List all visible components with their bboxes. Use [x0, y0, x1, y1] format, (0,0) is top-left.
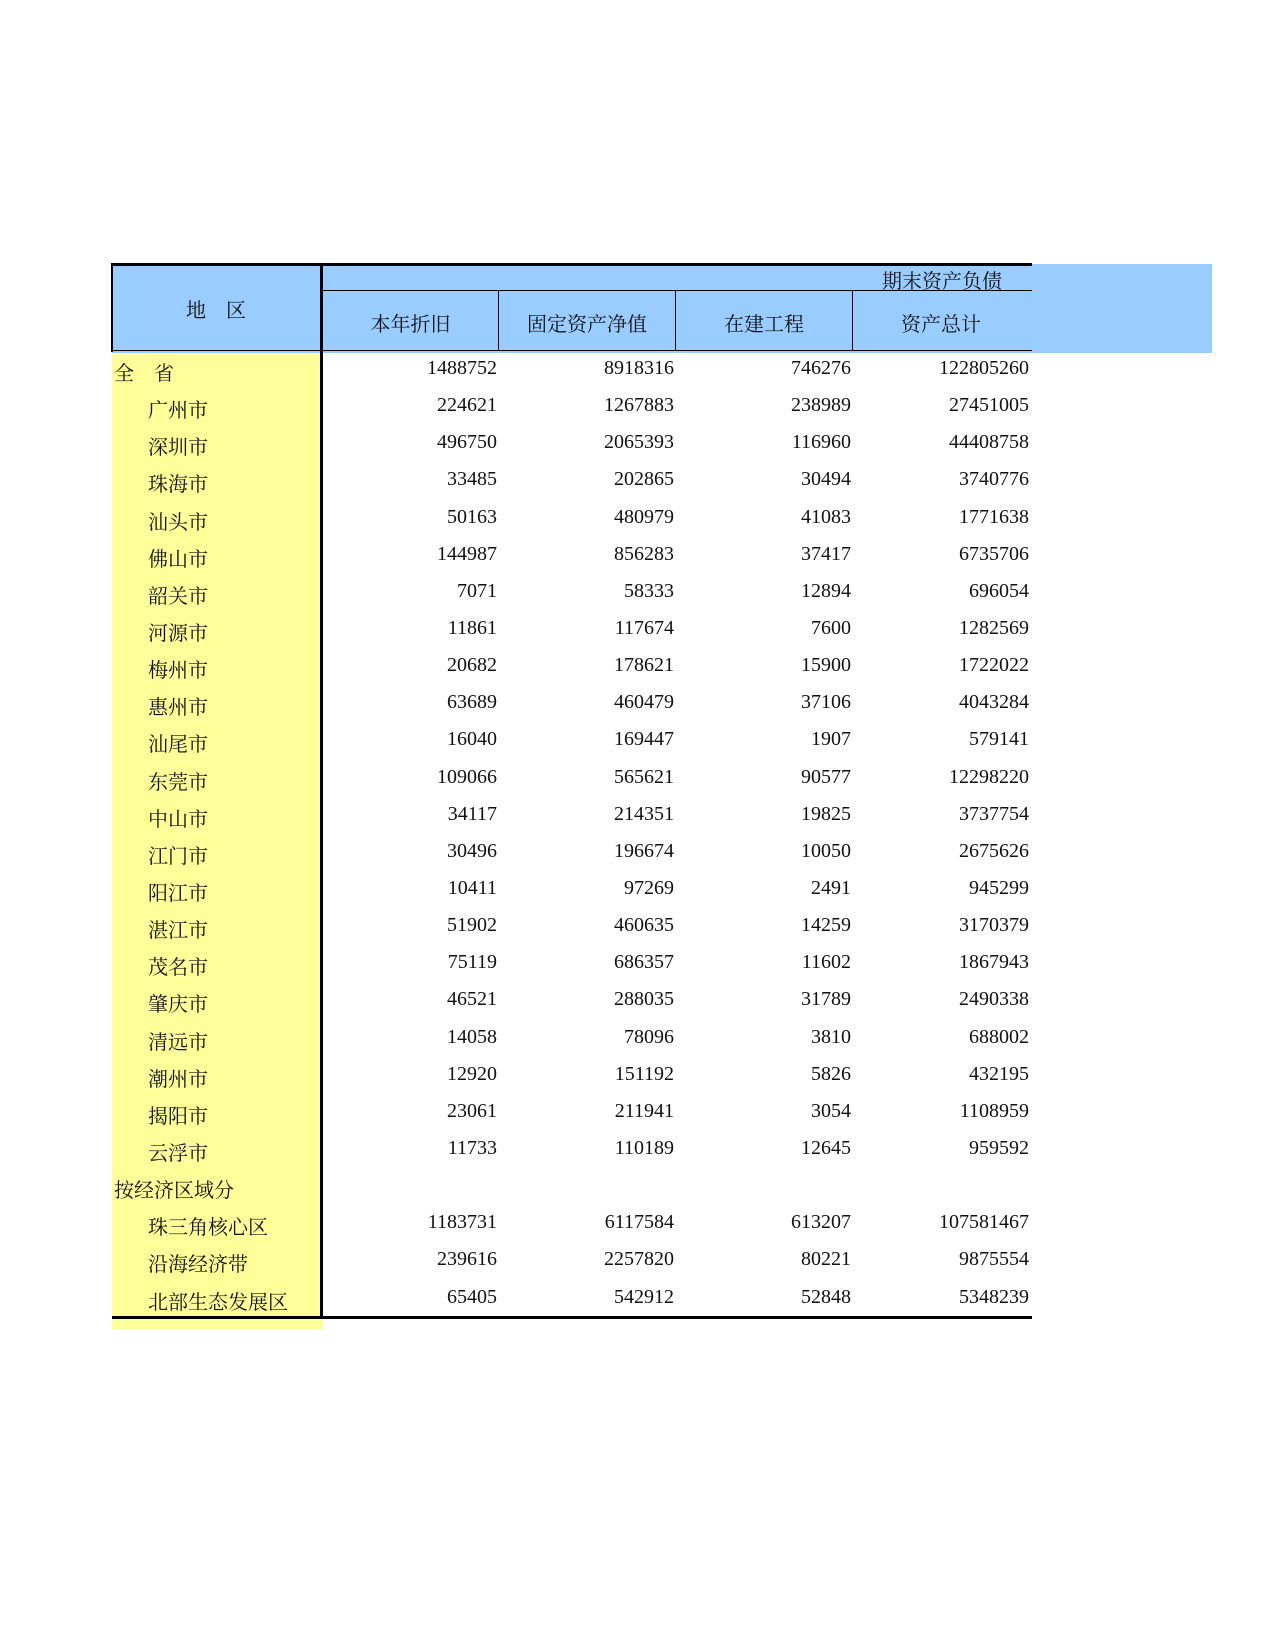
- fixed-assets-cell: 58333: [624, 580, 674, 602]
- depreciation-cell: 63689: [447, 691, 497, 713]
- depreciation-cell: 224621: [437, 394, 497, 416]
- fixed-assets-cell: 196674: [614, 840, 674, 862]
- construction-cell: 10050: [801, 840, 851, 862]
- fixed-assets-cell: 288035: [614, 988, 674, 1010]
- depreciation-cell: 51902: [447, 914, 497, 936]
- depreciation-cell: 65405: [447, 1286, 497, 1308]
- depreciation-cell: 12920: [447, 1063, 497, 1085]
- region-name: 韶关市: [148, 584, 208, 608]
- depreciation-cell: 23061: [447, 1100, 497, 1122]
- depreciation-cell: 144987: [437, 543, 497, 565]
- total-assets-cell: 3737754: [959, 803, 1029, 825]
- column-header-construction: 在建工程: [724, 312, 804, 336]
- fixed-assets-cell: 565621: [614, 766, 674, 788]
- construction-cell: 11602: [801, 951, 851, 973]
- total-assets-cell: 122805260: [939, 357, 1029, 379]
- construction-cell: 3054: [811, 1100, 851, 1122]
- group-header: 期末资产负债: [882, 269, 1002, 293]
- total-assets-cell: 1867943: [959, 951, 1029, 973]
- construction-cell: 116960: [791, 431, 851, 453]
- total-assets-cell: 945299: [969, 877, 1029, 899]
- depreciation-cell: 16040: [447, 728, 497, 750]
- region-name: 潮州市: [148, 1067, 208, 1091]
- construction-cell: 41083: [801, 506, 851, 528]
- construction-cell: 80221: [801, 1248, 851, 1270]
- fixed-assets-cell: 480979: [614, 506, 674, 528]
- region-name: 佛山市: [148, 547, 208, 571]
- region-name: 梅州市: [148, 658, 208, 682]
- construction-cell: 7600: [811, 617, 851, 639]
- region-name: 深圳市: [148, 435, 208, 459]
- depreciation-cell: 239616: [437, 1248, 497, 1270]
- depreciation-cell: 496750: [437, 431, 497, 453]
- fixed-assets-cell: 211941: [614, 1100, 674, 1122]
- region-name: 按经济区域分: [114, 1178, 234, 1202]
- fixed-assets-cell: 110189: [614, 1137, 674, 1159]
- total-assets-cell: 1722022: [959, 654, 1029, 676]
- region-name: 江门市: [148, 844, 208, 868]
- region-name: 揭阳市: [148, 1104, 208, 1128]
- total-assets-cell: 2675626: [959, 840, 1029, 862]
- total-assets-cell: 107581467: [939, 1211, 1029, 1233]
- construction-cell: 2491: [811, 877, 851, 899]
- construction-cell: 3810: [811, 1026, 851, 1048]
- depreciation-cell: 20682: [447, 654, 497, 676]
- region-name: 惠州市: [148, 695, 208, 719]
- bottom-border: [112, 1316, 1032, 1319]
- region-name: 中山市: [148, 807, 208, 831]
- total-assets-cell: 1771638: [959, 506, 1029, 528]
- region-name: 沿海经济带: [148, 1252, 248, 1276]
- region-name: 阳江市: [148, 881, 208, 905]
- depreciation-cell: 30496: [447, 840, 497, 862]
- construction-cell: 90577: [801, 766, 851, 788]
- total-assets-cell: 12298220: [949, 766, 1029, 788]
- depreciation-cell: 50163: [447, 506, 497, 528]
- construction-cell: 5826: [811, 1063, 851, 1085]
- fixed-assets-cell: 97269: [624, 877, 674, 899]
- construction-cell: 37417: [801, 543, 851, 565]
- total-assets-cell: 9875554: [959, 1248, 1029, 1270]
- construction-cell: 52848: [801, 1286, 851, 1308]
- region-name: 全 省: [114, 361, 174, 385]
- total-assets-cell: 688002: [969, 1026, 1029, 1048]
- total-assets-cell: 6735706: [959, 543, 1029, 565]
- fixed-assets-cell: 1267883: [604, 394, 674, 416]
- column-header-depreciation: 本年折旧: [370, 312, 451, 336]
- fixed-assets-cell: 8918316: [604, 357, 674, 379]
- total-assets-cell: 2490338: [959, 988, 1029, 1010]
- fixed-assets-cell: 460479: [614, 691, 674, 713]
- fixed-assets-cell: 856283: [614, 543, 674, 565]
- construction-cell: 15900: [801, 654, 851, 676]
- region-name: 珠海市: [148, 472, 208, 496]
- construction-cell: 12645: [801, 1137, 851, 1159]
- construction-cell: 746276: [791, 357, 851, 379]
- depreciation-cell: 75119: [447, 951, 497, 973]
- depreciation-cell: 33485: [447, 468, 497, 490]
- region-header: 地 区: [186, 298, 246, 322]
- total-assets-cell: 44408758: [949, 431, 1029, 453]
- total-assets-cell: 696054: [969, 580, 1029, 602]
- region-name: 东莞市: [148, 770, 208, 794]
- fixed-assets-cell: 2065393: [604, 431, 674, 453]
- total-assets-cell: 1108959: [959, 1100, 1029, 1122]
- total-assets-cell: 579141: [969, 728, 1029, 750]
- depreciation-cell: 11733: [447, 1137, 497, 1159]
- fixed-assets-cell: 686357: [614, 951, 674, 973]
- region-name: 汕尾市: [148, 732, 208, 756]
- construction-cell: 613207: [791, 1211, 851, 1233]
- construction-cell: 238989: [791, 394, 851, 416]
- region-name: 汕头市: [148, 510, 208, 534]
- depreciation-cell: 34117: [447, 803, 497, 825]
- depreciation-cell: 1488752: [427, 357, 497, 379]
- fixed-assets-cell: 78096: [624, 1026, 674, 1048]
- fixed-assets-cell: 460635: [614, 914, 674, 936]
- fixed-assets-cell: 542912: [614, 1286, 674, 1308]
- construction-cell: 19825: [801, 803, 851, 825]
- fixed-assets-cell: 6117584: [604, 1211, 674, 1233]
- construction-cell: 31789: [801, 988, 851, 1010]
- depreciation-cell: 46521: [447, 988, 497, 1010]
- depreciation-cell: 11861: [447, 617, 497, 639]
- total-assets-cell: 3170379: [959, 914, 1029, 936]
- region-divider: [320, 263, 323, 1318]
- fixed-assets-cell: 151192: [614, 1063, 674, 1085]
- construction-cell: 30494: [801, 468, 851, 490]
- depreciation-cell: 14058: [447, 1026, 497, 1048]
- region-name: 肇庆市: [148, 992, 208, 1016]
- fixed-assets-cell: 169447: [614, 728, 674, 750]
- column-header-total-assets: 资产总计: [901, 312, 981, 336]
- region-name: 湛江市: [148, 918, 208, 942]
- total-assets-cell: 959592: [969, 1137, 1029, 1159]
- fixed-assets-cell: 2257820: [604, 1248, 674, 1270]
- construction-cell: 14259: [801, 914, 851, 936]
- region-name: 清远市: [148, 1030, 208, 1054]
- total-assets-cell: 3740776: [959, 468, 1029, 490]
- region-name: 河源市: [148, 621, 208, 645]
- construction-cell: 1907: [811, 728, 851, 750]
- region-name: 茂名市: [148, 955, 208, 979]
- construction-cell: 37106: [801, 691, 851, 713]
- fixed-assets-cell: 214351: [614, 803, 674, 825]
- total-assets-cell: 27451005: [949, 394, 1029, 416]
- total-assets-cell: 5348239: [959, 1286, 1029, 1308]
- total-assets-cell: 4043284: [959, 691, 1029, 713]
- fixed-assets-cell: 178621: [614, 654, 674, 676]
- region-name: 北部生态发展区: [148, 1290, 288, 1314]
- header-bottom-border: [112, 350, 1032, 351]
- depreciation-cell: 10411: [447, 877, 497, 899]
- fixed-assets-cell: 117674: [614, 617, 674, 639]
- region-name: 云浮市: [148, 1141, 208, 1165]
- total-assets-cell: 432195: [969, 1063, 1029, 1085]
- total-assets-cell: 1282569: [959, 617, 1029, 639]
- depreciation-cell: 1183731: [427, 1211, 497, 1233]
- construction-cell: 12894: [801, 580, 851, 602]
- column-header-fixed-assets: 固定资产净值: [527, 312, 647, 336]
- depreciation-cell: 7071: [457, 580, 497, 602]
- depreciation-cell: 109066: [437, 766, 497, 788]
- region-name: 珠三角核心区: [148, 1215, 268, 1239]
- fixed-assets-cell: 202865: [614, 468, 674, 490]
- region-name: 广州市: [148, 398, 208, 422]
